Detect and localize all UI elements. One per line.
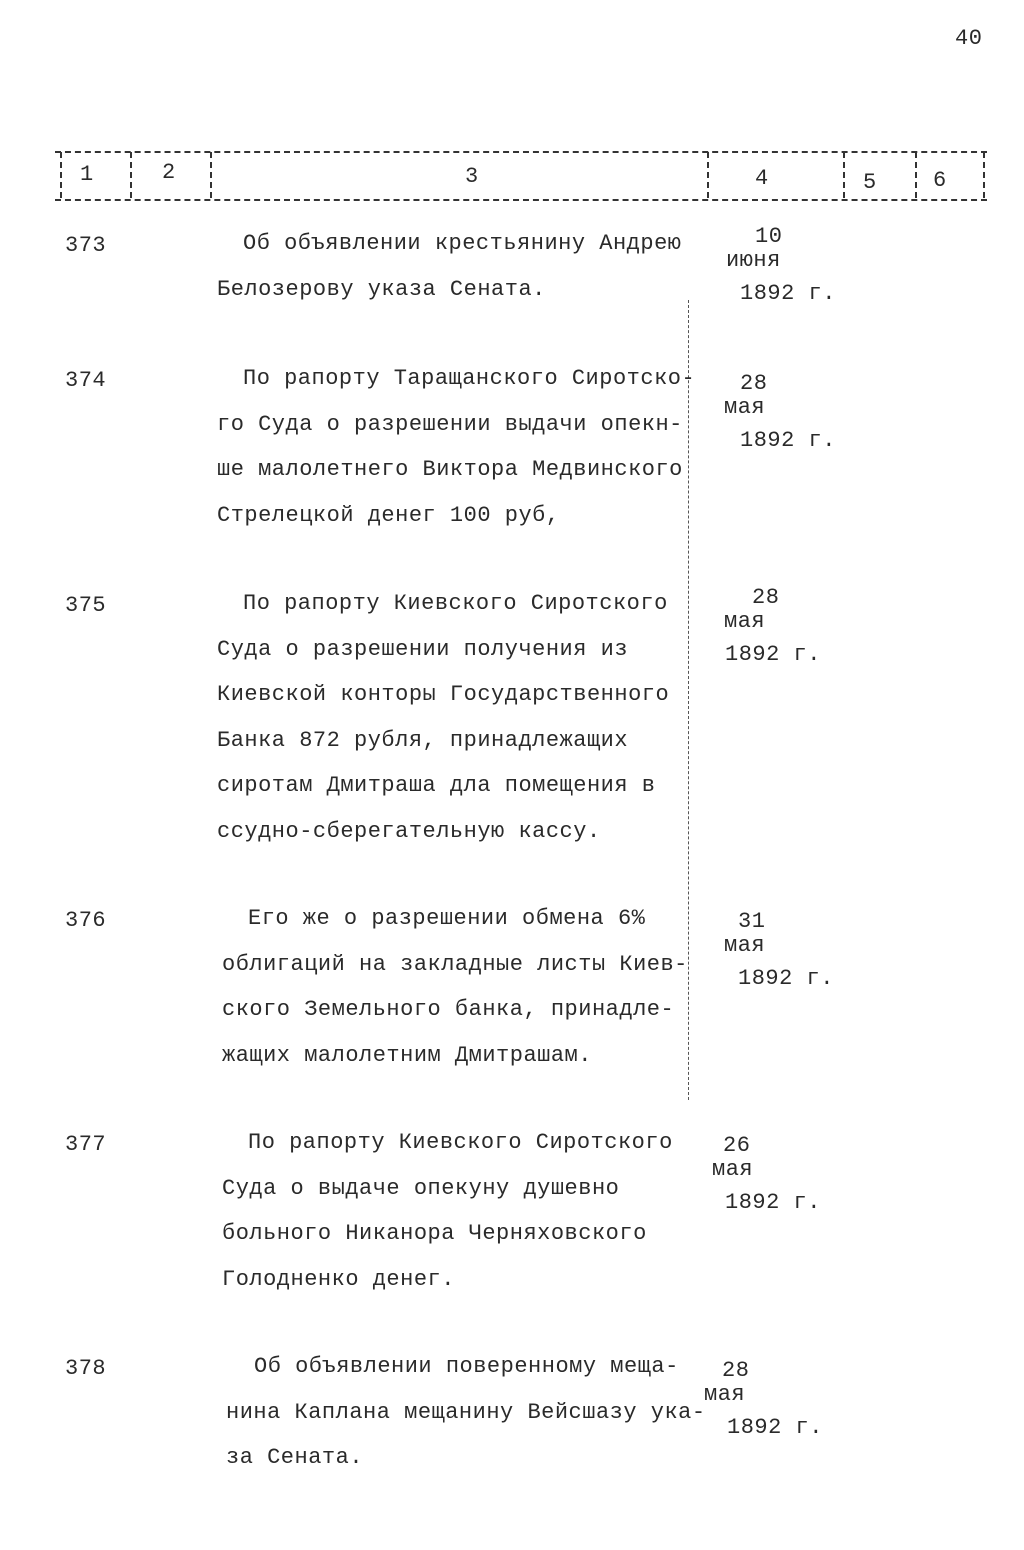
- entry-text-line: сиротам Дмитраша дла помещения в: [217, 773, 656, 798]
- entry-date-day: 31: [738, 909, 766, 934]
- entry-date-year: 1892 г.: [740, 281, 836, 306]
- column-separator: [707, 152, 709, 198]
- entry-text-line: за Сената.: [226, 1445, 364, 1470]
- entry-number: 378: [65, 1356, 107, 1381]
- entry-date-month: мая: [712, 1157, 754, 1182]
- entry-number: 375: [65, 593, 107, 618]
- entry-text-line: Голодненко денег.: [222, 1266, 455, 1292]
- entry-text-line: Стрелецкой денег 100 руб,: [217, 502, 560, 528]
- page-number: 40: [955, 26, 983, 51]
- entry-text-line: больного Никанора Черняховского: [222, 1221, 647, 1246]
- column-separator: [843, 152, 845, 198]
- entry-text-line: нина Каплана мещанину Вейсшазу ука-: [226, 1399, 706, 1425]
- entry-text-line: По рапорту Киевского Сиротского: [243, 591, 668, 616]
- entry-date-day: 10: [755, 224, 783, 249]
- entry-number: 373: [65, 233, 107, 258]
- entry-text-line: жащих малолетним Дмитрашам.: [222, 1042, 592, 1068]
- column-divider: [688, 300, 689, 1100]
- entry-number: 376: [65, 908, 107, 933]
- entry-text-line: Об объявлении крестьянину Андрею: [243, 231, 682, 256]
- entry-date-month: мая: [724, 609, 766, 634]
- entry-number: 377: [65, 1132, 107, 1157]
- entry-date-day: 28: [740, 371, 768, 396]
- column-separator: [915, 152, 917, 198]
- entry-text-line: Белозерову указа Сената.: [217, 276, 546, 302]
- entry-date-day: 26: [723, 1133, 751, 1158]
- entry-text-line: Его же о разрешении обмена 6%: [248, 906, 646, 931]
- entry-number: 374: [65, 368, 107, 393]
- entry-date-month: мая: [724, 395, 766, 420]
- entry-date-year: 1892 г.: [725, 1190, 821, 1215]
- header-bottom-rule: [55, 199, 987, 201]
- entry-text-line: По рапорту Киевского Сиротского: [248, 1130, 673, 1155]
- column-header-4: 4: [755, 166, 769, 191]
- entry-text-line: ссудно-сберегательную кассу.: [217, 818, 601, 844]
- entry-date-year: 1892 г.: [738, 966, 834, 991]
- entry-date-year: 1892 г.: [727, 1415, 823, 1440]
- entry-text-line: го Суда о разрешении выдачи опекн-: [217, 411, 683, 437]
- entry-text-line: Суда о разрешении получения из: [217, 636, 629, 662]
- entry-text-line: По рапорту Таращанского Сиротско-: [243, 366, 696, 391]
- column-header-3: 3: [465, 164, 479, 189]
- column-header-2: 2: [162, 160, 176, 185]
- entry-date-month: июня: [726, 248, 781, 273]
- entry-text-line: облигаций на закладные листы Киев-: [222, 951, 688, 977]
- column-separator: [60, 152, 62, 198]
- entry-text-line: Банка 872 рубля, принадлежащих: [217, 727, 629, 753]
- column-header-6: 6: [933, 168, 947, 193]
- entry-text-line: ского Земельного банка, принадле-: [222, 997, 675, 1022]
- entry-date-year: 1892 г.: [740, 428, 836, 453]
- header-top-rule: [55, 151, 987, 153]
- column-header-5: 5: [863, 170, 877, 195]
- entry-date-month: мая: [704, 1382, 746, 1407]
- entry-date-day: 28: [752, 585, 780, 610]
- column-separator: [210, 152, 212, 198]
- entry-date-month: мая: [724, 933, 766, 958]
- entry-date-day: 28: [722, 1358, 750, 1383]
- entry-text-line: Суда о выдаче опекуну душевно: [222, 1175, 620, 1201]
- column-separator: [983, 152, 985, 198]
- column-separator: [130, 152, 132, 198]
- entry-text-line: ше малолетнего Виктора Медвинского: [217, 457, 683, 482]
- column-header-1: 1: [80, 162, 94, 187]
- entry-text-line: Киевской конторы Государственного: [217, 682, 670, 707]
- entry-date-year: 1892 г.: [725, 642, 821, 667]
- entry-text-line: Об объявлении поверенному меща-: [254, 1354, 679, 1379]
